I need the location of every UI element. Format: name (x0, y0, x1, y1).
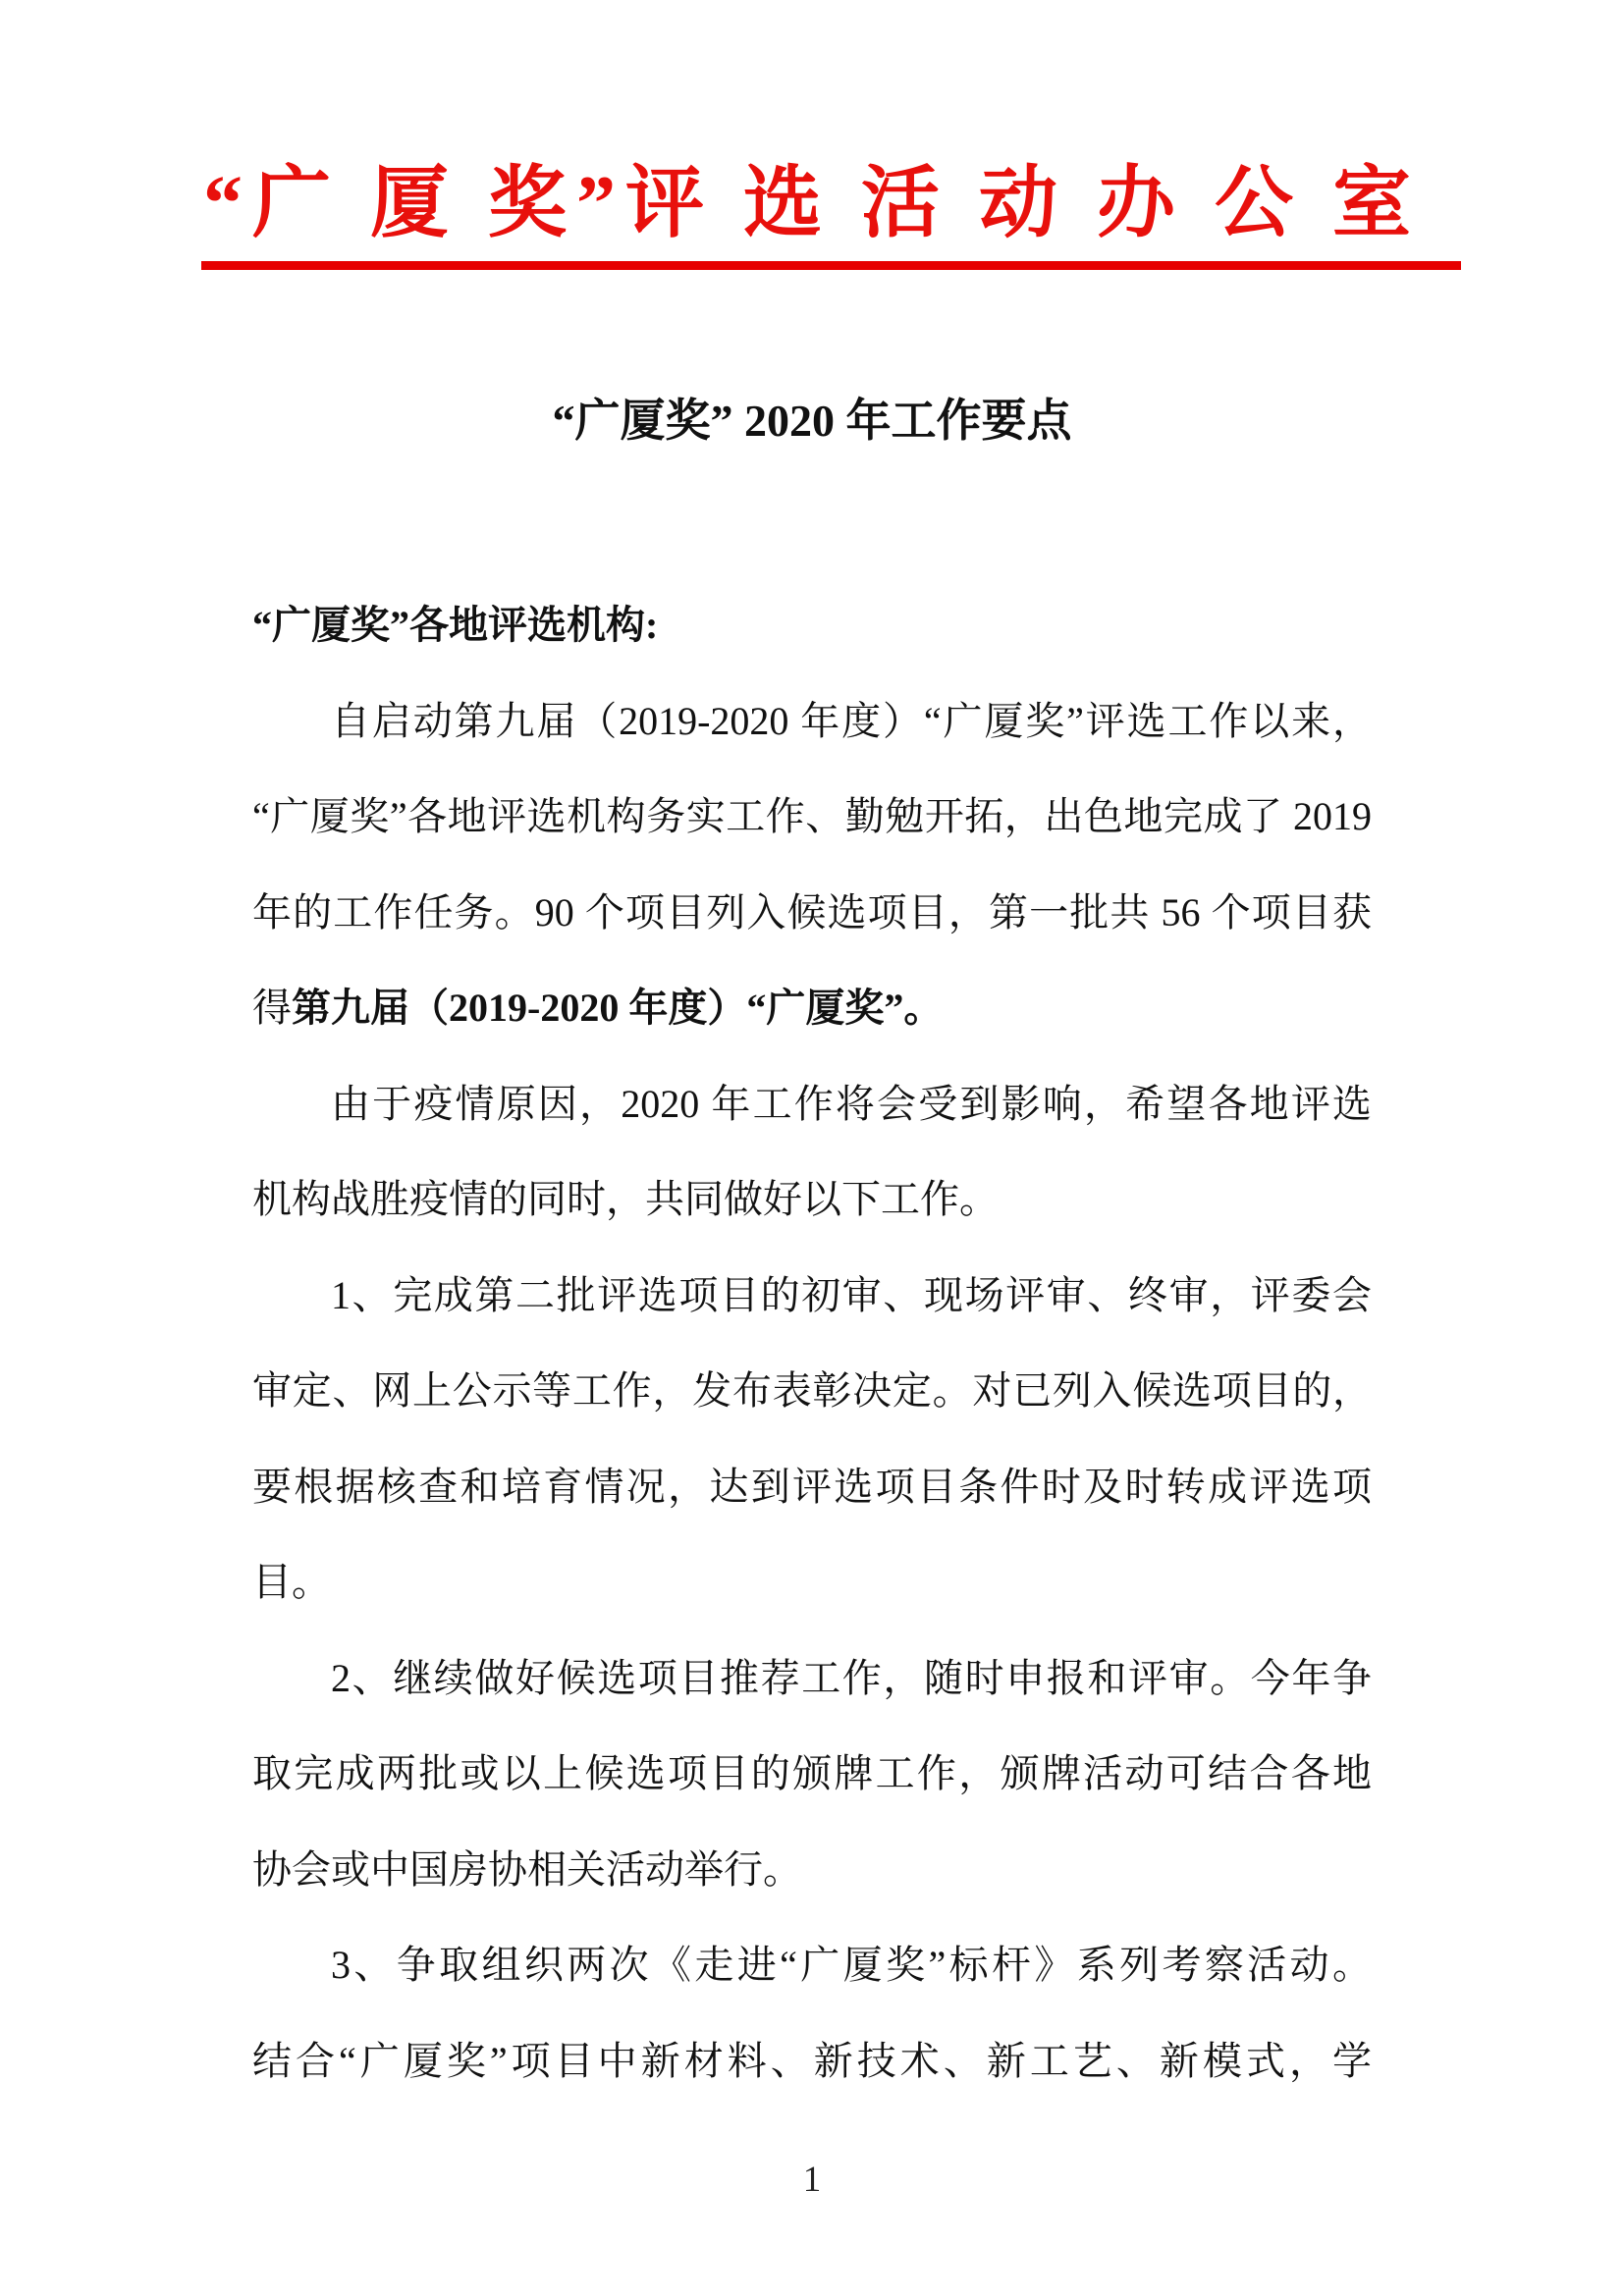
letterhead-rule (201, 261, 1461, 270)
body-line (252, 769, 1372, 865)
body-text-segment: 3、争取组织两次《走进“广厦奖”标杆》系列考察活动。 (331, 1943, 1372, 1987)
body-line (252, 960, 1372, 1056)
body-text-segment: 结合“广厦奖”项目中新材料、新技术、新工艺、新模式，学 (252, 2038, 1372, 2083)
body-text-segment: 审定、网上公示等工作，发布表彰决定。对已列入候选项目的， (252, 1368, 1372, 1413)
body-text-bold-segment: 第九届（2019-2020 年度）“广厦奖”。 (292, 986, 944, 1030)
document-title: “广厦奖” 2020 年工作要点 (552, 396, 1072, 446)
body-line (252, 1343, 1372, 1439)
body-text-segment: 机构战胜疫情的同时，共同做好以下工作。 (252, 1177, 999, 1221)
body-line (252, 577, 1372, 673)
body-text-segment: 目。 (252, 1560, 331, 1604)
body-text-bold-segment: “广厦奖”各地评选机构: (252, 603, 659, 647)
body-line (252, 1822, 1372, 1918)
document-body (252, 577, 1372, 2109)
body-line (252, 1248, 1372, 1344)
body-text-segment: 1、完成第二批评选项目的初审、现场评审、终审，评委会 (331, 1272, 1372, 1317)
body-text-segment: 自启动第九届（2019-2020 年度）“广厦奖”评选工作以来， (331, 698, 1372, 743)
body-text-segment: 要根据核查和培育情况，达到评选项目条件时及时转成评选项 (252, 1464, 1372, 1509)
body-line (252, 1726, 1372, 1822)
body-line (252, 865, 1372, 961)
body-text-segment: “广厦奖”各地评选机构务实工作、勤勉开拓，出色地完成了 2019 (252, 794, 1372, 838)
letterhead-title: “广 厦 奖”评 选 活 动 办 公 室 (203, 161, 1421, 247)
body-line (252, 1439, 1372, 1535)
body-line (252, 2013, 1372, 2109)
body-line (252, 1056, 1372, 1152)
body-line (252, 1917, 1372, 2013)
body-line (252, 1630, 1372, 1727)
page-number: 1 (802, 2160, 822, 2200)
body-text-segment: 由于疫情原因，2020 年工作将会受到影响，希望各地评选 (331, 1081, 1372, 1126)
body-text-segment: 年的工作任务。90 个项目列入候选项目，第一批共 56 个项目获 (252, 889, 1372, 934)
body-text-segment: 得 (252, 986, 292, 1030)
body-text-segment: 2、继续做好候选项目推荐工作，随时申报和评审。今年争 (331, 1655, 1372, 1700)
body-line (252, 1534, 1372, 1630)
body-line (252, 673, 1372, 770)
body-text-segment: 取完成两批或以上候选项目的颁牌工作，颁牌活动可结合各地 (252, 1751, 1372, 1795)
body-line (252, 1151, 1372, 1248)
body-text-segment: 协会或中国房协相关活动举行。 (252, 1846, 802, 1892)
